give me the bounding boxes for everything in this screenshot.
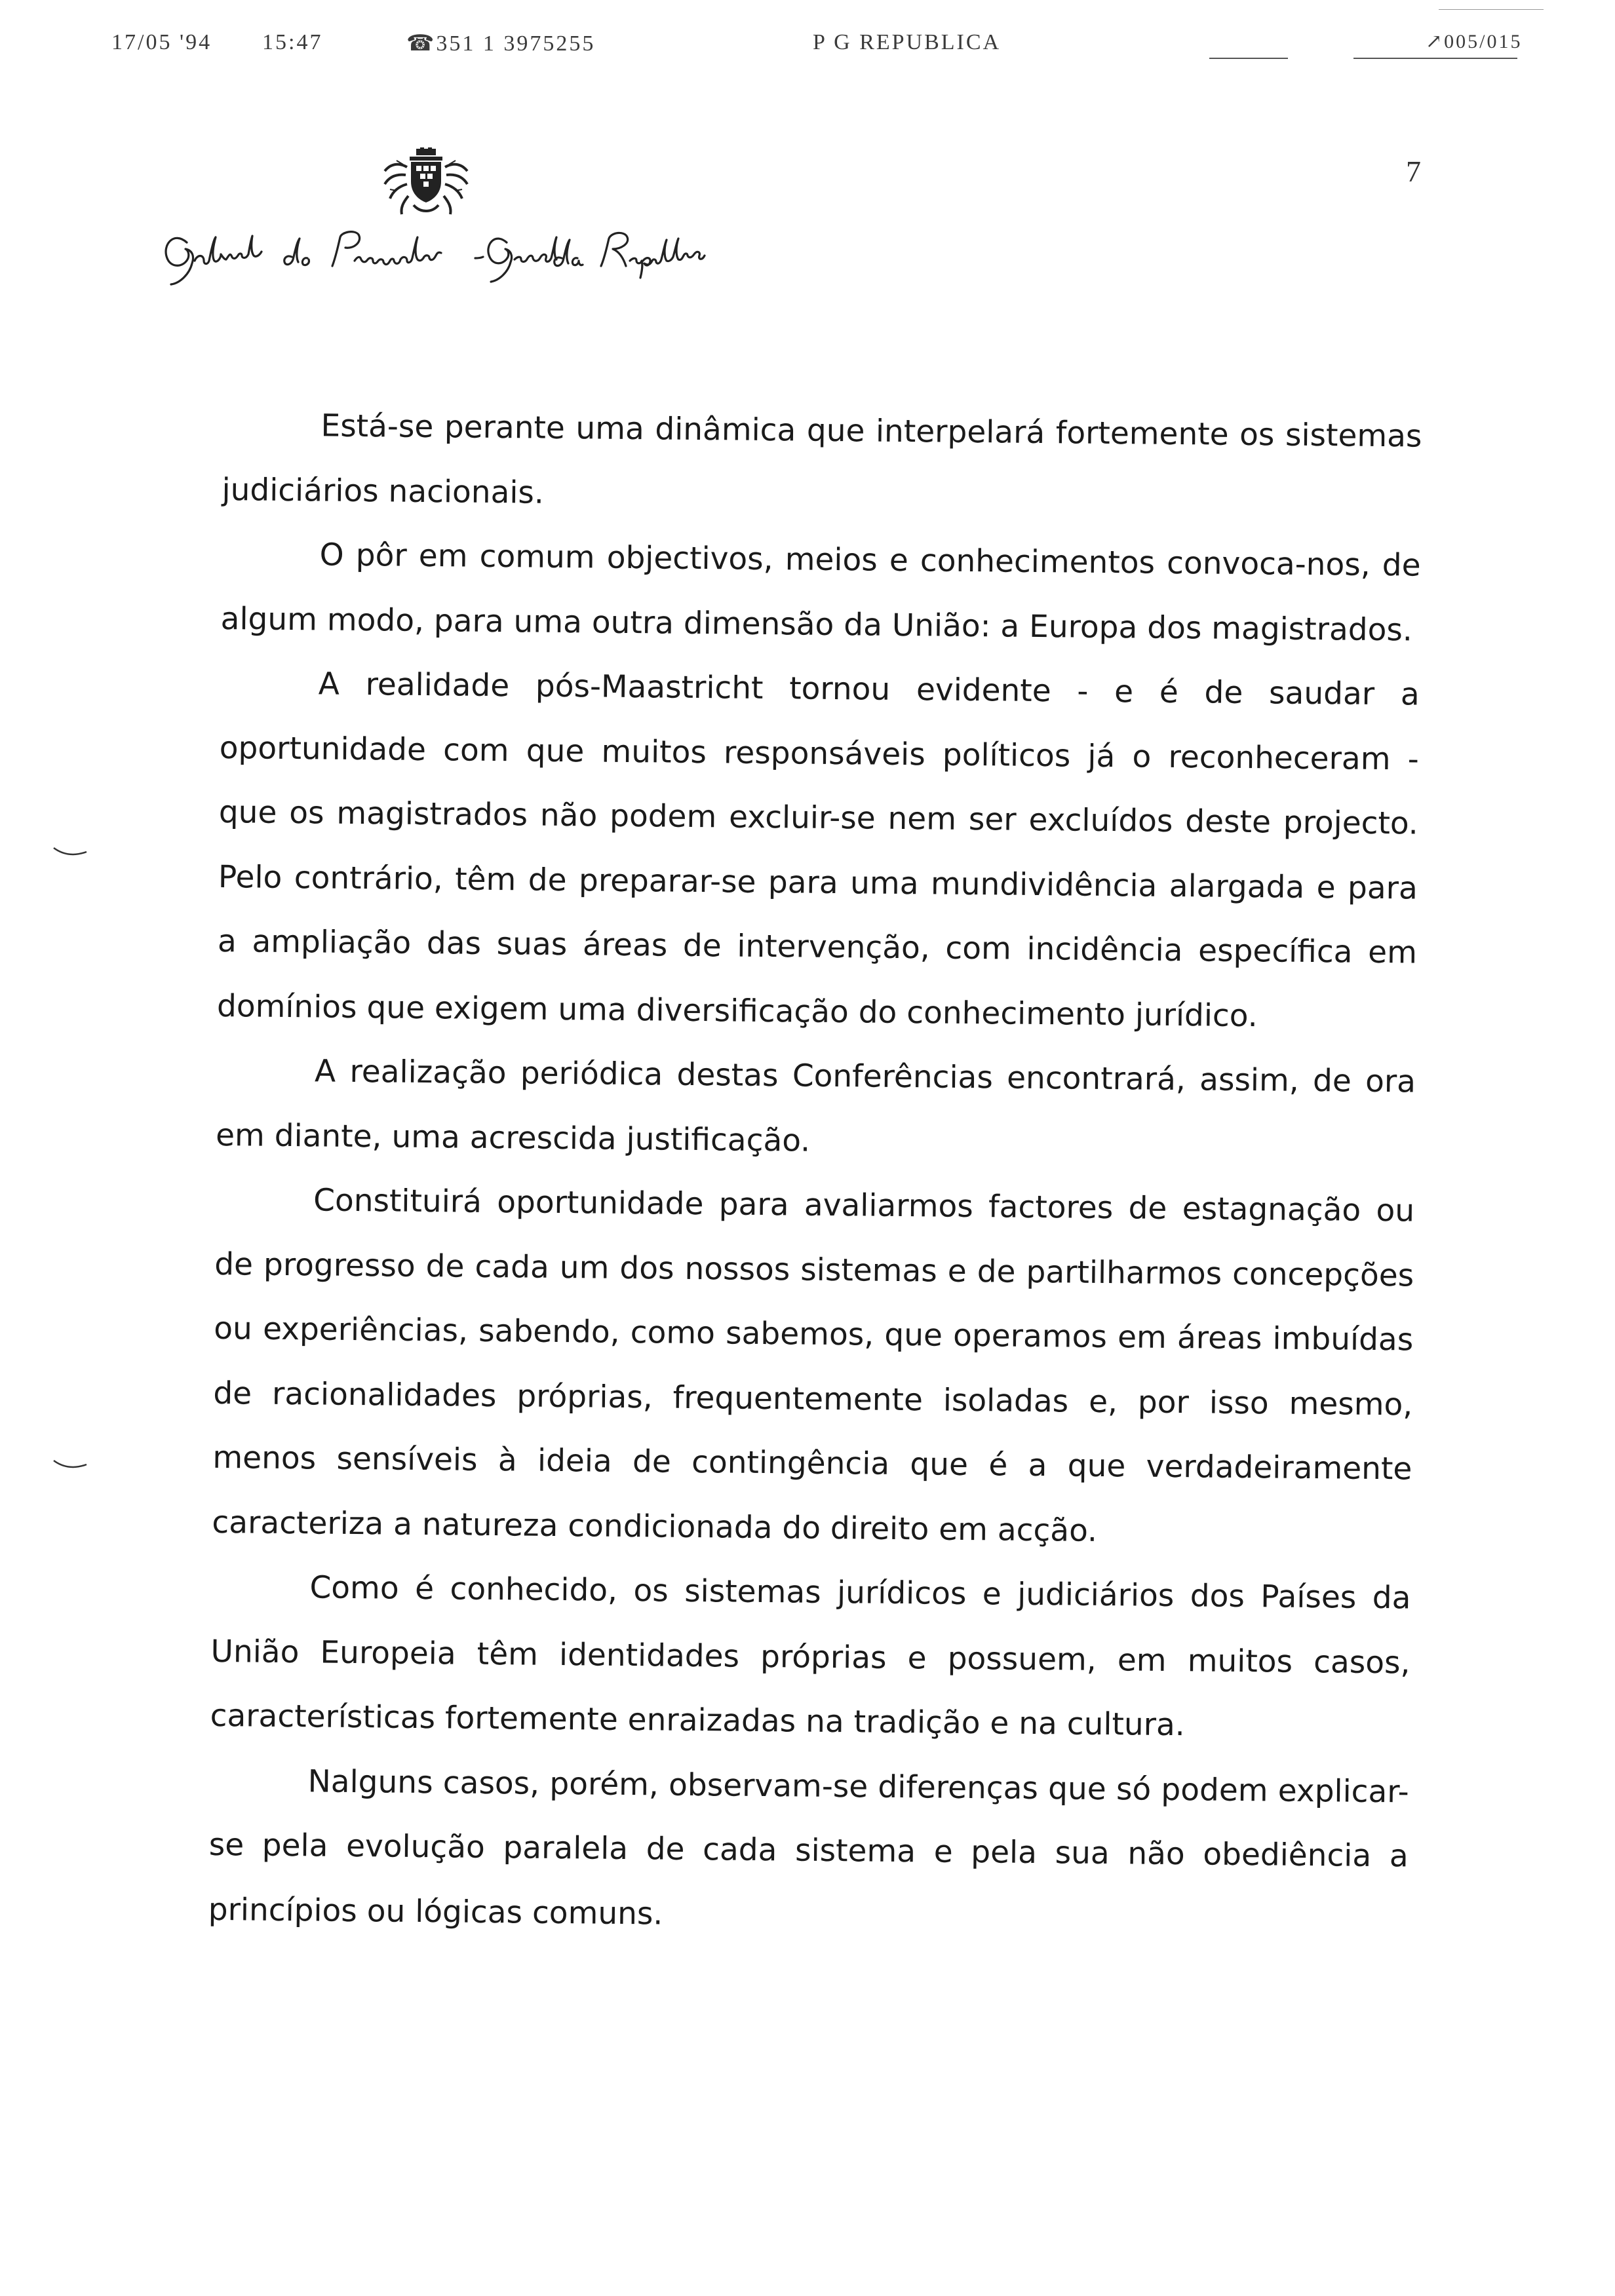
body-paragraph: Nalguns casos, porém, observam-se diferenças que só podem explicar-se pela evolução paralela de cada sistema e pela sua não obediência a princípios ou lógicas comuns.	[208, 1763, 1409, 1932]
margin-fold-mark	[52, 845, 88, 858]
letterhead-office-script	[161, 223, 718, 288]
document-body	[208, 393, 1422, 1953]
body-paragraph: Está-se perante uma dinâmica que interpelará fortemente os sistemas judiciários nacionais.	[222, 408, 1422, 511]
body-paragraph: Constituirá oportunidade para avaliarmos factores de estagnação ou de progresso de cada um dos nossos sistemas e de partilharmos concepções ou experiências, sabendo, como sabemos, que operamos em áreas imbuídas de racionalidades próprias, frequentemente isoladas e, por isso mesmo, menos sensíveis à ideia de contingência que é a que verdadeiramente caracteriza a natureza condicionada do direito em acção.	[212, 1182, 1415, 1549]
fax-header-rule-top	[1439, 9, 1544, 10]
coat-of-arms-icon	[377, 147, 475, 220]
body-paragraph: A realização periódica destas Conferências encontrará, assim, de ora em diante, uma acrescida justificação.	[215, 1053, 1416, 1159]
fax-sender: P G REPUBLICA	[813, 30, 1002, 54]
body-paragraph: A realidade pós-Maastricht tornou evidente - e é de saudar a oportunidade com que muitos responsáveis políticos já o reconheceram - que os magistrados não podem excluir-se nem ser excluídos deste projecto. Pelo contrário, têm de preparar-se para uma mundividência alargada e para a ampliação das suas áreas de intervenção, com incidência específica em domínios que exigem uma diversificação do conhecimento jurídico.	[216, 666, 1420, 1034]
fax-phone-number: ☎351 1 3975255	[406, 31, 596, 56]
fax-header-rule-right	[1353, 58, 1517, 59]
margin-fold-mark	[52, 1458, 88, 1471]
page-number: 7	[1406, 155, 1421, 188]
body-paragraph: O pôr em comum objectivos, meios e conhecimentos convoca-nos, de algum modo, para uma outra dimensão da União: a Europa dos magistrados.	[220, 537, 1421, 648]
fax-date: 17/05 '94	[111, 30, 212, 54]
body-paragraph: Como é conhecido, os sistemas jurídicos e judiciários dos Países da União Europeia têm identidades próprias e possuem, em muitos casos, características fortemente enraizadas na tradição e na cultura.	[210, 1569, 1411, 1744]
fax-time: 15:47	[262, 30, 323, 54]
fax-page-counter: ↗005/015	[1426, 31, 1523, 52]
fax-header-rule-left	[1209, 58, 1288, 59]
